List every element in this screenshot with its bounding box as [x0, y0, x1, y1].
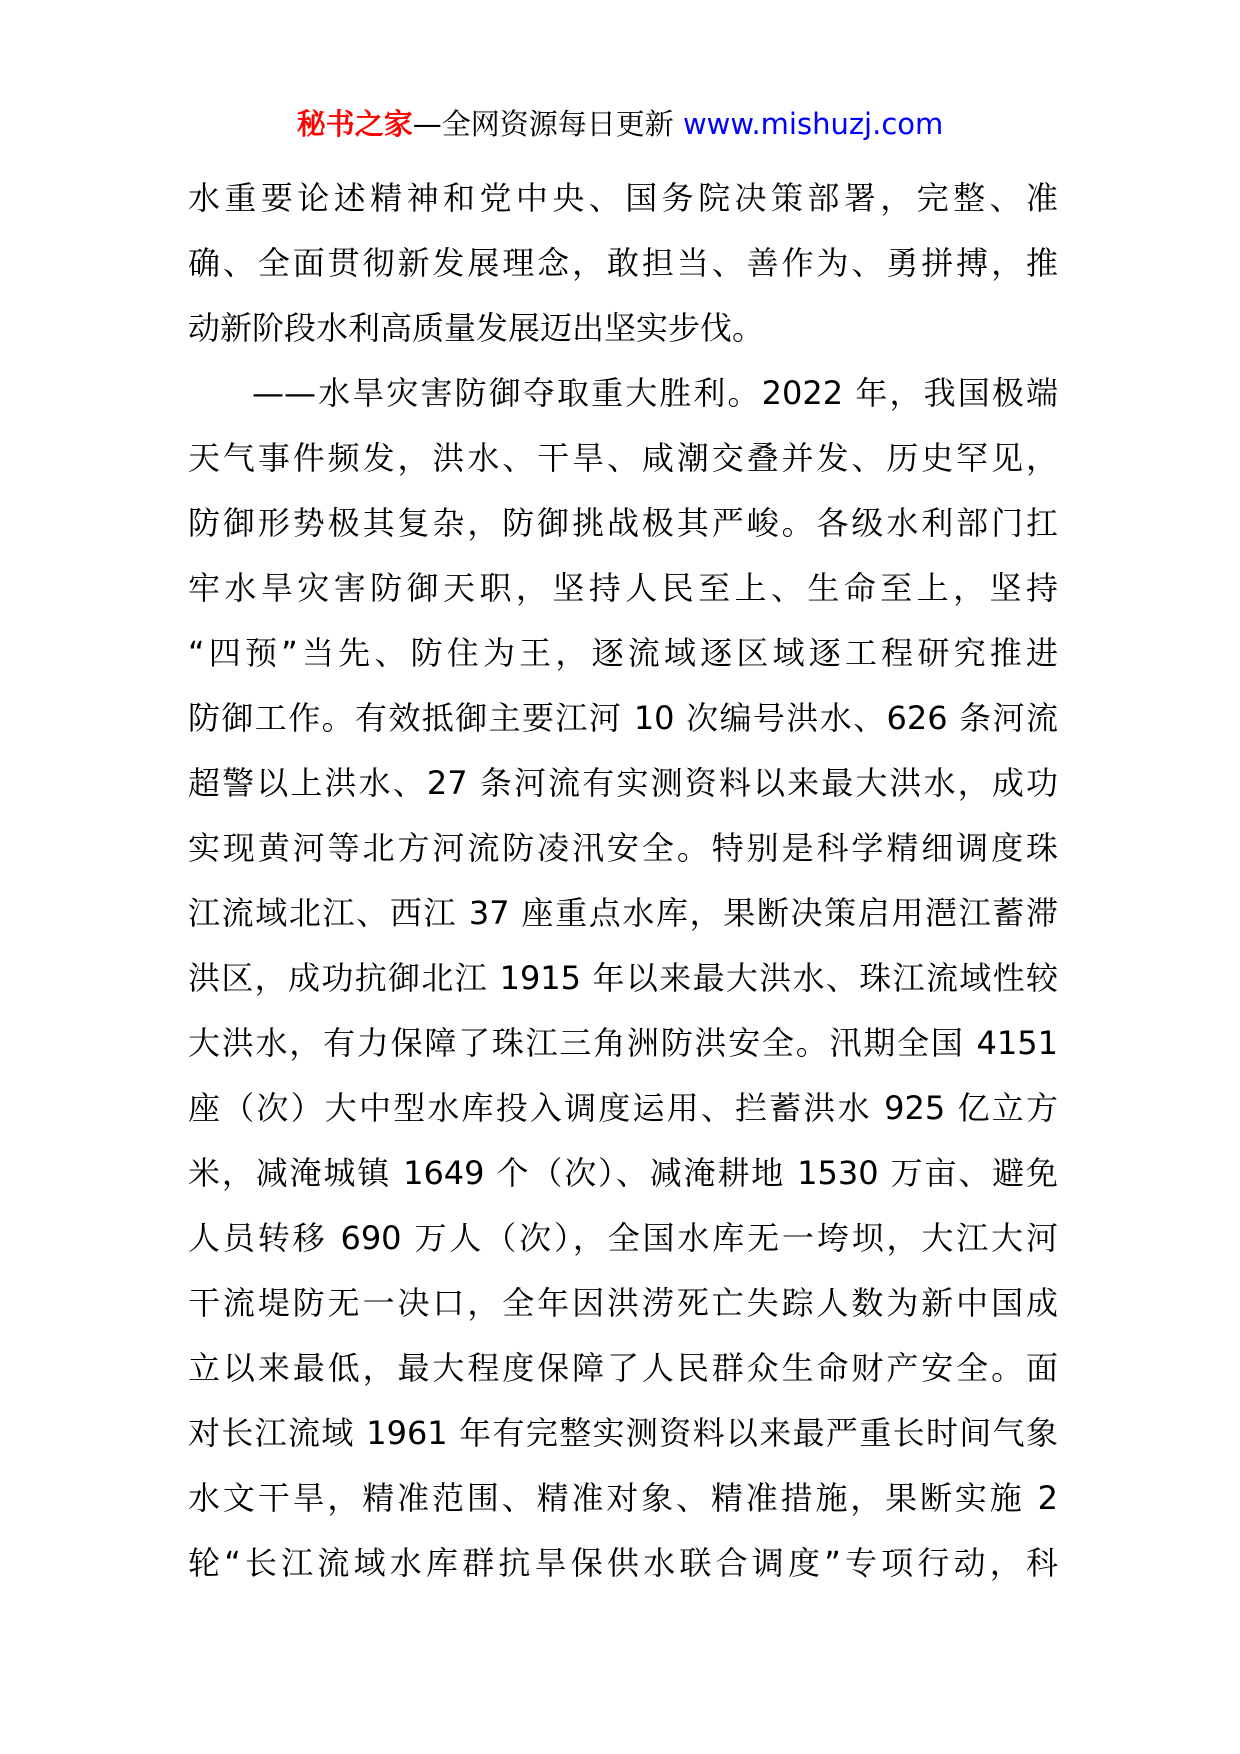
text-line: 实现黄河等北方河流防凌汛安全。特别是科学精细调度珠	[188, 829, 1058, 867]
site-brand: 秘书之家	[296, 107, 413, 141]
document-body	[188, 166, 1058, 1596]
site-tagline: —全网资源每日更新	[412, 107, 674, 141]
text-line: 人员转移 690 万人（次），全国水库无一垮坝，大江大河	[188, 1219, 1058, 1257]
site-url-link[interactable]: www.mishuzj.com	[682, 107, 944, 141]
text-line: 米，减淹城镇 1649 个（次）、减淹耕地 1530 万亩、避免	[188, 1154, 1058, 1192]
text-line: 大洪水，有力保障了珠江三角洲防洪安全。汛期全国 4151	[188, 1024, 1058, 1062]
text-line: 水重要论述精神和党中央、国务院决策部署，完整、准	[188, 179, 1058, 217]
text-line: 天气事件频发，洪水、干旱、咸潮交叠并发、历史罕见，	[188, 439, 1058, 477]
text-line: 对长江流域 1961 年有完整实测资料以来最严重长时间气象	[188, 1414, 1058, 1452]
page-header	[0, 100, 1240, 148]
text-line: 防御形势极其复杂，防御挑战极其严峻。各级水利部门扛	[188, 504, 1058, 542]
paragraph-first-line: ——水旱灾害防御夺取重大胜利。2022 年，我国极端	[252, 374, 1058, 412]
text-line: 牢水旱灾害防御天职，坚持人民至上、生命至上，坚持	[188, 569, 1058, 607]
text-line: 动新阶段水利高质量发展迈出坚实步伐。	[188, 309, 765, 347]
text-line: 确、全面贯彻新发展理念，敢担当、善作为、勇拼搏，推	[188, 244, 1058, 282]
text-line: 洪区，成功抗御北江 1915 年以来最大洪水、珠江流域性较	[188, 959, 1058, 997]
text-line: 轮“长江流域水库群抗旱保供水联合调度”专项行动，科	[188, 1544, 1058, 1582]
text-line: 立以来最低，最大程度保障了人民群众生命财产安全。面	[188, 1349, 1058, 1387]
text-line: “四预”当先、防住为王，逐流域逐区域逐工程研究推进	[188, 634, 1058, 672]
text-line: 超警以上洪水、27 条河流有实测资料以来最大洪水，成功	[188, 764, 1058, 802]
text-line: 座（次）大中型水库投入调度运用、拦蓄洪水 925 亿立方	[188, 1089, 1058, 1127]
text-line: 水文干旱，精准范围、精准对象、精准措施，果断实施 2	[188, 1479, 1058, 1517]
text-line: 江流域北江、西江 37 座重点水库，果断决策启用潖江蓄滞	[188, 894, 1058, 932]
text-line: 干流堤防无一决口，全年因洪涝死亡失踪人数为新中国成	[188, 1284, 1058, 1322]
text-line: 防御工作。有效抵御主要江河 10 次编号洪水、626 条河流	[188, 699, 1058, 737]
